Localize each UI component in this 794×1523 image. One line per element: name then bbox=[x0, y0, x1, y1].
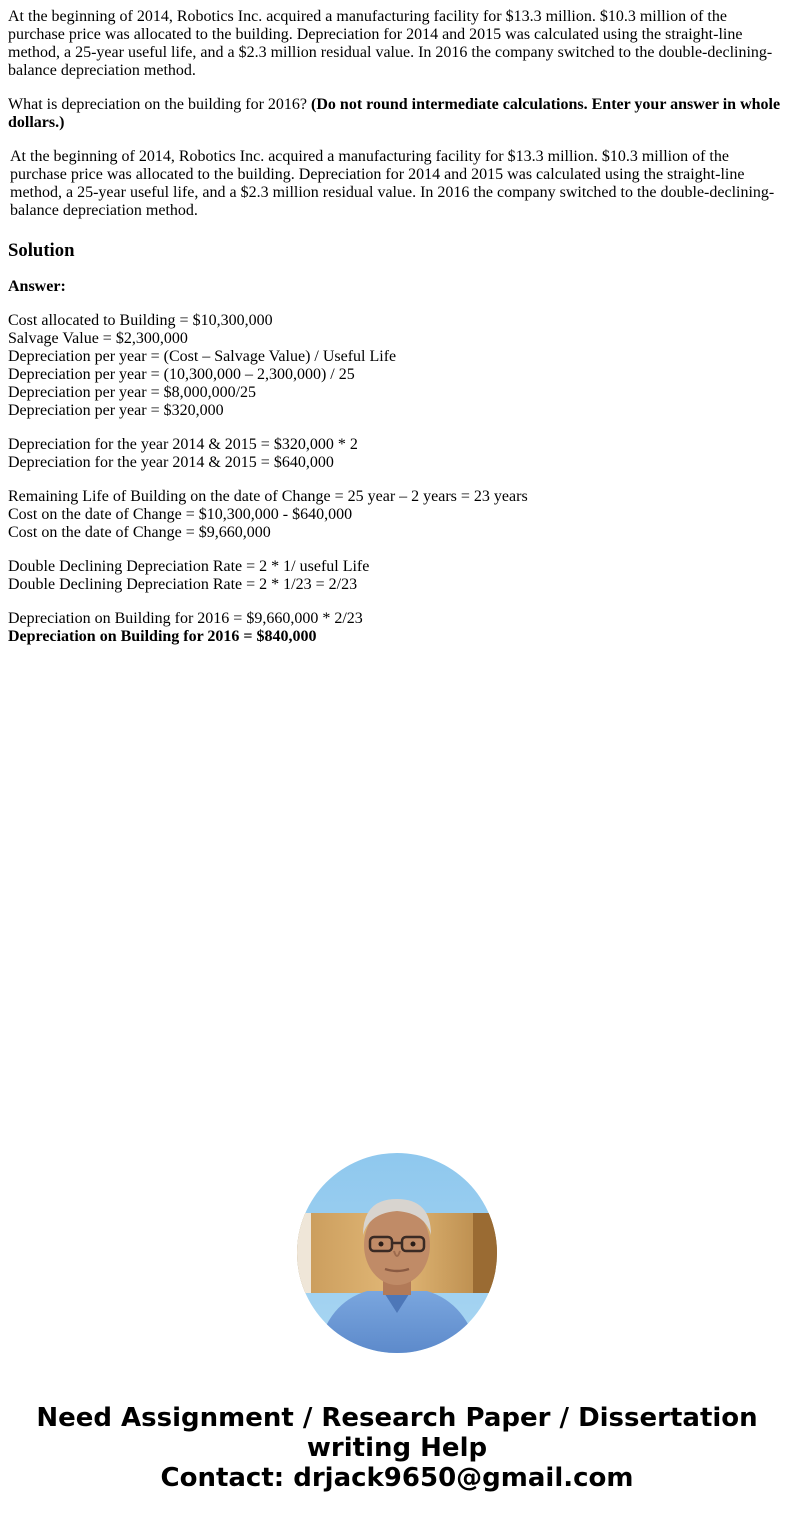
promo-line: writing Help bbox=[306, 1433, 488, 1463]
promo-banner bbox=[0, 1403, 794, 1493]
promo-contact: Contact: drjack9650@gmail.com bbox=[160, 1463, 634, 1493]
solution-line: Cost on the date of Change = $9,660,000 bbox=[8, 524, 271, 541]
answer-label: Answer: bbox=[8, 278, 66, 295]
solution-line: Cost on the date of Change = $10,300,000 - $640,000 bbox=[8, 506, 353, 523]
final-answer: Depreciation on Building for 2016 = $840,000 bbox=[8, 628, 317, 645]
solution-line: Salvage Value = $2,300,000 bbox=[8, 330, 188, 347]
solution-heading: Solution bbox=[8, 240, 75, 261]
solution-line: Depreciation per year = (10,300,000 – 2,300,000) / 25 bbox=[8, 366, 355, 383]
solution-line: Double Declining Depreciation Rate = 2 * 1/ useful Life bbox=[8, 558, 370, 575]
solution-block-ddb-rate bbox=[8, 558, 786, 594]
author-avatar bbox=[297, 1153, 497, 1353]
question-paragraph: At the beginning of 2014, Robotics Inc. acquired a manufacturing facility for $13.3 million. $10.3 million of the purchase price was allocated to the building. Depreciation for 2014 and 2015 was calculated using the straight-line method, a 25-year useful life, and a $2.3 million residual value. In 2016 the company switched to the double-declining-balance depreciation method. bbox=[8, 8, 773, 79]
question-prompt-instruction: (Do not round intermediate calculations. Enter your answer in whole dollars.) bbox=[8, 96, 781, 131]
solution-line: Depreciation per year = (Cost – Salvage Value) / Useful Life bbox=[8, 348, 397, 365]
solution-line: Cost allocated to Building = $10,300,000 bbox=[8, 312, 273, 329]
solution-block-2014-2015 bbox=[8, 436, 786, 472]
question-prompt-text: What is depreciation on the building for 2016? bbox=[8, 96, 308, 113]
solution-line: Depreciation per year = $8,000,000/25 bbox=[8, 384, 257, 401]
solution-line: Depreciation for the year 2014 & 2015 = $640,000 bbox=[8, 454, 334, 471]
solution-line: Remaining Life of Building on the date of Change = 25 year – 2 years = 23 years bbox=[8, 488, 528, 505]
solution-line: Double Declining Depreciation Rate = 2 * 1/23 = 2/23 bbox=[8, 576, 358, 593]
author-photo-illustration bbox=[297, 1153, 497, 1353]
solution-block-final bbox=[8, 610, 786, 646]
question-prompt bbox=[8, 96, 786, 132]
solution-line: Depreciation on Building for 2016 = $9,660,000 * 2/23 bbox=[8, 610, 363, 627]
solution-line: Depreciation for the year 2014 & 2015 = $320,000 * 2 bbox=[8, 436, 358, 453]
solution-line: Depreciation per year = $320,000 bbox=[8, 402, 224, 419]
document-body bbox=[8, 8, 786, 646]
solution-block-cost bbox=[8, 312, 786, 420]
question-repeated-paragraph: At the beginning of 2014, Robotics Inc. acquired a manufacturing facility for $13.3 million. $10.3 million of the purchase price was allocated to the building. Depreciation for 2014 and 2015 was calculated using the straight-line method, a 25-year useful life, and a $2.3 million residual value. In 2016 the company switched to the double-declining-balance depreciation method. bbox=[10, 148, 775, 219]
promo-line: Need Assignment / Research Paper / Dissertation bbox=[36, 1403, 758, 1433]
solution-block-remaining-life bbox=[8, 488, 786, 542]
